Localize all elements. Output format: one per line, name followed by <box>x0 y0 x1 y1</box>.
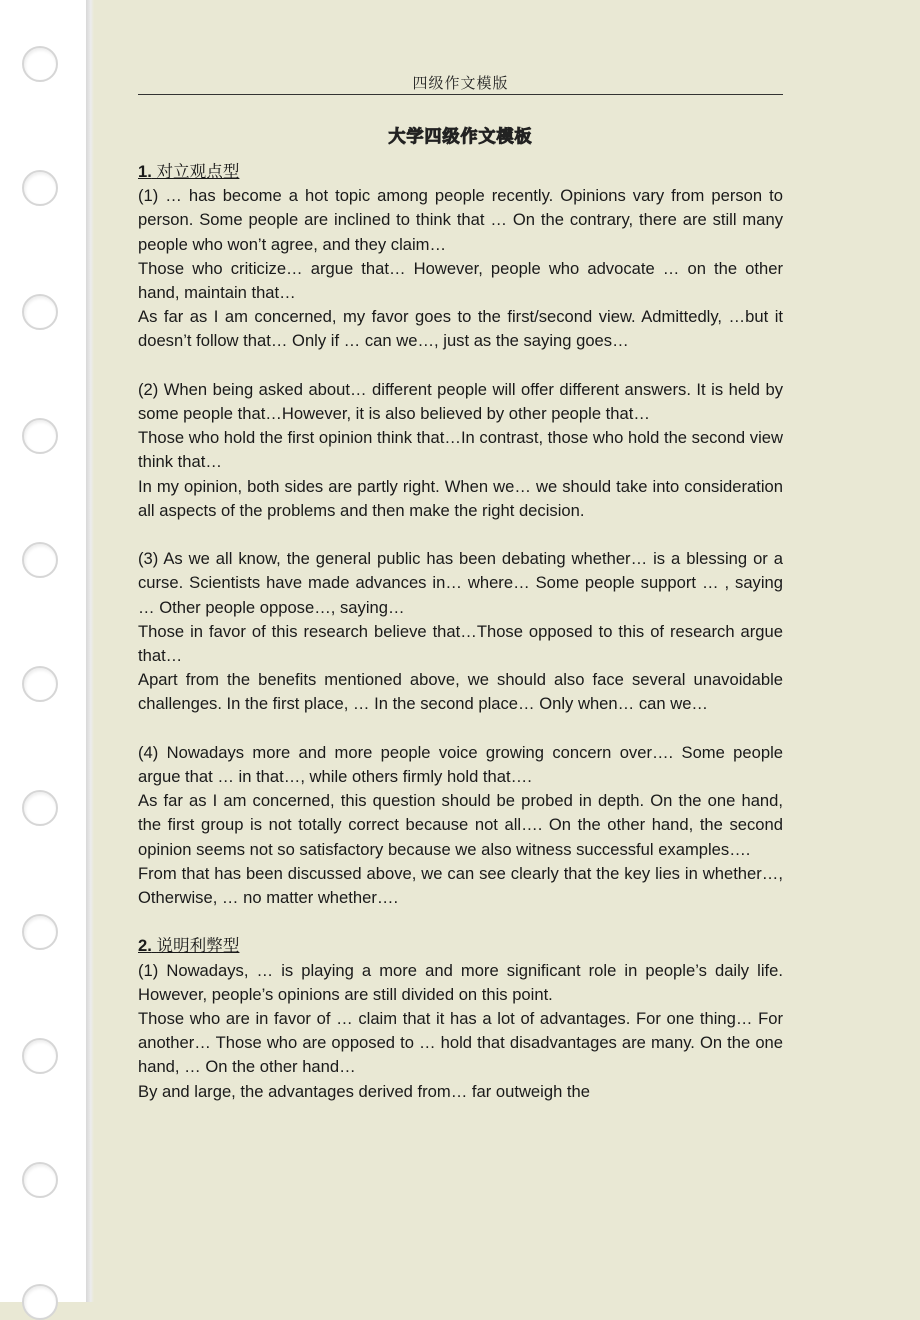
binder-hole <box>22 666 58 702</box>
binder-hole <box>22 170 58 206</box>
section-number: 1. <box>138 162 152 181</box>
binder-hole <box>22 46 58 82</box>
binder-strip <box>0 0 86 1302</box>
paragraph: As far as I am concerned, this question should be probed in depth. On the one hand, the first group is not totally correct because not all…. On the other hand, the second opinion seems not so satisfactory because we also witness successful examples…. <box>138 791 783 859</box>
binder-edge <box>86 0 94 1302</box>
section-heading-1 <box>138 160 783 184</box>
binder-hole <box>22 418 58 454</box>
running-header: 四级作文模版 <box>412 74 509 92</box>
binder-hole <box>22 1162 58 1198</box>
paragraph: In my opinion, both sides are partly right. When we… we should take into consideration all aspects of the problems and then make the right decision. <box>138 476 783 520</box>
paragraph: (1) Nowadays, … is playing a more and more significant role in people’s daily life. However, people’s opinions are still divided on this point. <box>138 960 783 1004</box>
document-body <box>138 160 783 1104</box>
binder-hole <box>22 1038 58 1074</box>
paragraph: Apart from the benefits mentioned above, we should also face several unavoidable challenges. In the first place, … In the second place… Only when… can we… <box>138 670 783 714</box>
paragraph: By and large, the advantages derived from… far outweigh the <box>138 1081 590 1101</box>
section-number: 2. <box>138 936 152 956</box>
paragraph: Those who hold the first opinion think that…In contrast, those who hold the second view think that… <box>138 428 783 472</box>
binder-hole <box>22 294 58 330</box>
paragraph: As far as I am concerned, my favor goes to the first/second view. Admittedly, …but it doesn’t follow that… Only if … can we…, just as the saying goes… <box>138 307 783 351</box>
paragraph: Those who criticize… argue that… However, people who advocate … on the other hand, maintain that… <box>138 258 783 303</box>
section-title: 说明利弊型 <box>156 936 240 956</box>
paragraph: (3) As we all know, the general public has been debating whether… is a blessing or a curse. Scientists have made advances in… where… Some people support … , saying … Other people oppose…, saying… <box>138 549 783 617</box>
paragraph: (2) When being asked about… different people will offer different answers. It is held by some people that…However, it is also believed by other people that… <box>138 379 783 424</box>
paragraph: Those who are in favor of … claim that it has a lot of advantages. For one thing… For another… Those who are opposed to … hold that disadvantages are many. On the one hand, … On the other hand… <box>138 1009 783 1077</box>
binder-hole <box>22 914 58 950</box>
paragraph: From that has been discussed above, we can see clearly that the key lies in whether…, Otherwise, … no matter whether…. <box>138 863 783 908</box>
paragraph: (1) … has become a hot topic among people recently. Opinions vary from person to person. Some people are inclined to think that … On the contrary, there are still many people who won’t agree, and they claim… <box>138 186 783 254</box>
header-rule <box>138 94 783 95</box>
paragraph: (4) Nowadays more and more people voice growing concern over…. Some people argue that … in that…, while others firmly hold that…. <box>138 742 783 787</box>
document-title: 大学四级作文模板 <box>388 127 533 146</box>
binder-hole <box>22 790 58 826</box>
binder-hole <box>22 542 58 578</box>
paragraph: Those in favor of this research believe that…Those opposed to this of research argue that… <box>138 621 783 666</box>
binder-hole <box>22 1284 58 1320</box>
section-title: 对立观点型 <box>156 162 240 181</box>
section-heading-2 <box>138 934 783 958</box>
